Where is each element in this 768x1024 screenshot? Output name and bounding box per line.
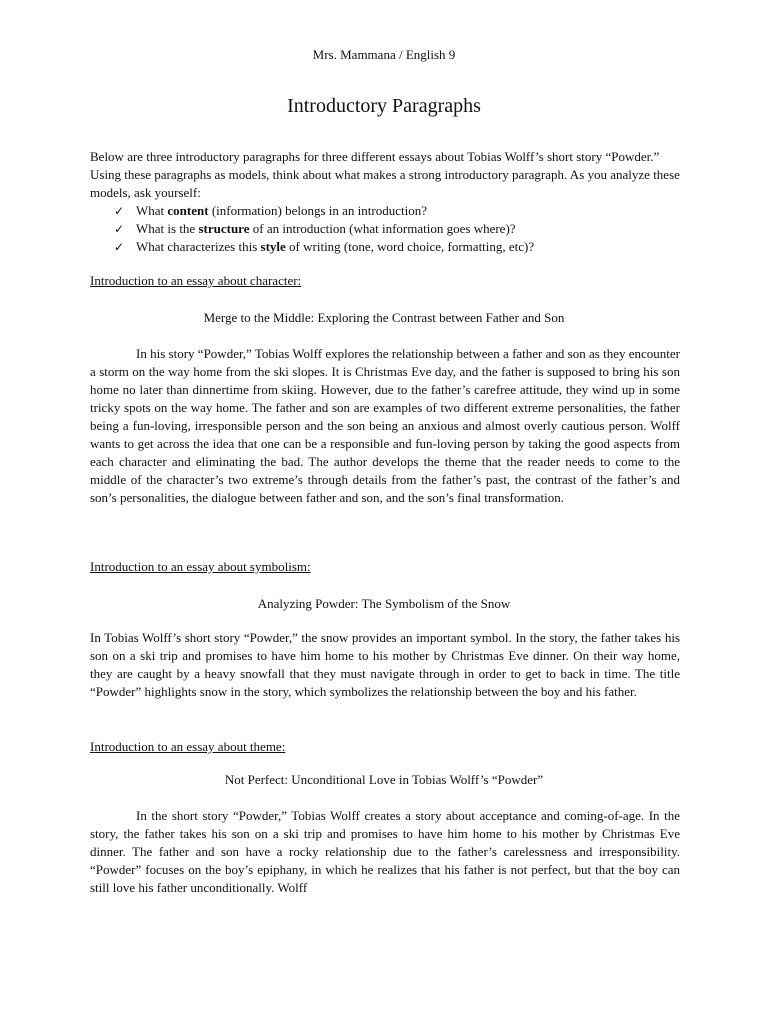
intro-block	[90, 148, 680, 256]
section-heading-theme: Introduction to an essay about theme:	[90, 739, 286, 754]
intro-paragraph: Below are three introductory paragraphs for three different essays about Tobias Wolff’s short story “Powder.” Using these paragraphs as models, think about what makes a strong introductory paragraph. As you analyze these models, ask yourself:	[90, 149, 680, 200]
essay-title-character: Merge to the Middle: Exploring the Contrast between Father and Son	[203, 310, 565, 325]
checkmark-icon: ✓	[114, 240, 125, 254]
section-heading-character: Introduction to an essay about character:	[90, 273, 302, 288]
essay-title-symbolism: Analyzing Powder: The Symbolism of the Snow	[257, 596, 511, 611]
checklist-item: ✓ What characterizes this style of writing (tone, word choice, formatting, etc)?	[114, 239, 535, 254]
section-heading-symbolism: Introduction to an essay about symbolism:	[90, 559, 311, 574]
bold-term: structure	[198, 221, 250, 236]
document-header: Mrs. Mammana / English 9	[312, 47, 456, 62]
checklist-item: ✓ What content (information) belongs in an introduction?	[114, 203, 428, 218]
essay-title-theme: Not Perfect: Unconditional Love in Tobias Wolff’s “Powder”	[224, 772, 544, 787]
paragraph-character: In his story “Powder,” Tobias Wolff explores the relationship between a father and son as they encounter a storm on the way home from the ski slopes. It is Christmas Eve day, and the father is supposed to bring his son home no later than dinnertime from skiing. However, due to the father’s carefree attitude, they wind up in some tricky spots on the way home. The father and son are examples of two different extreme personalities, the father being a fun-loving, irresponsible person and the son being an anxious and almost overly cautious person. Wolff wants to get across the idea that one can be a responsible and fun-loving person by taking the good aspects from each character and eliminating the bad. The author develops the theme that the reader needs to come to the middle of the character’s two extreme’s through details from the father’s past, the contrast of the father’s and son’s personalities, the dialogue between father and son, and the son’s final transformation.	[90, 346, 680, 505]
checkmark-icon: ✓	[114, 204, 125, 218]
checkmark-icon: ✓	[114, 222, 125, 236]
page-title: Introductory Paragraphs	[287, 95, 481, 117]
bold-term: style	[260, 239, 286, 254]
paragraph-symbolism: In Tobias Wolff’s short story “Powder,” the snow provides an important symbol. In the story, the father takes his son on a ski trip and promises to have him home to his mother by Christmas Eve dinner. On their way home, they are caught by a heavy snowfall that they must navigate through in order to get to back in time. The title “Powder” highlights snow in the story, which symbolizes the relationship between the boy and his father.	[90, 630, 680, 699]
checklist-item: ✓ What is the structure of an introduction (what information goes where)?	[114, 221, 516, 236]
paragraph-theme: In the short story “Powder,” Tobias Wolff creates a story about acceptance and coming-of-age. In the story, the father takes his son on a ski trip and promises to have him home to his mother by Christmas Eve dinner. The father and son have a rocky relationship due to the father’s carelessness and irresponsibility. “Powder” focuses on the boy’s epiphany, in which he realizes that his father is not perfect, but that the boy can still love his father unconditionally. Wolff	[90, 808, 680, 895]
question-checklist	[90, 202, 680, 256]
bold-term: content	[167, 203, 209, 218]
